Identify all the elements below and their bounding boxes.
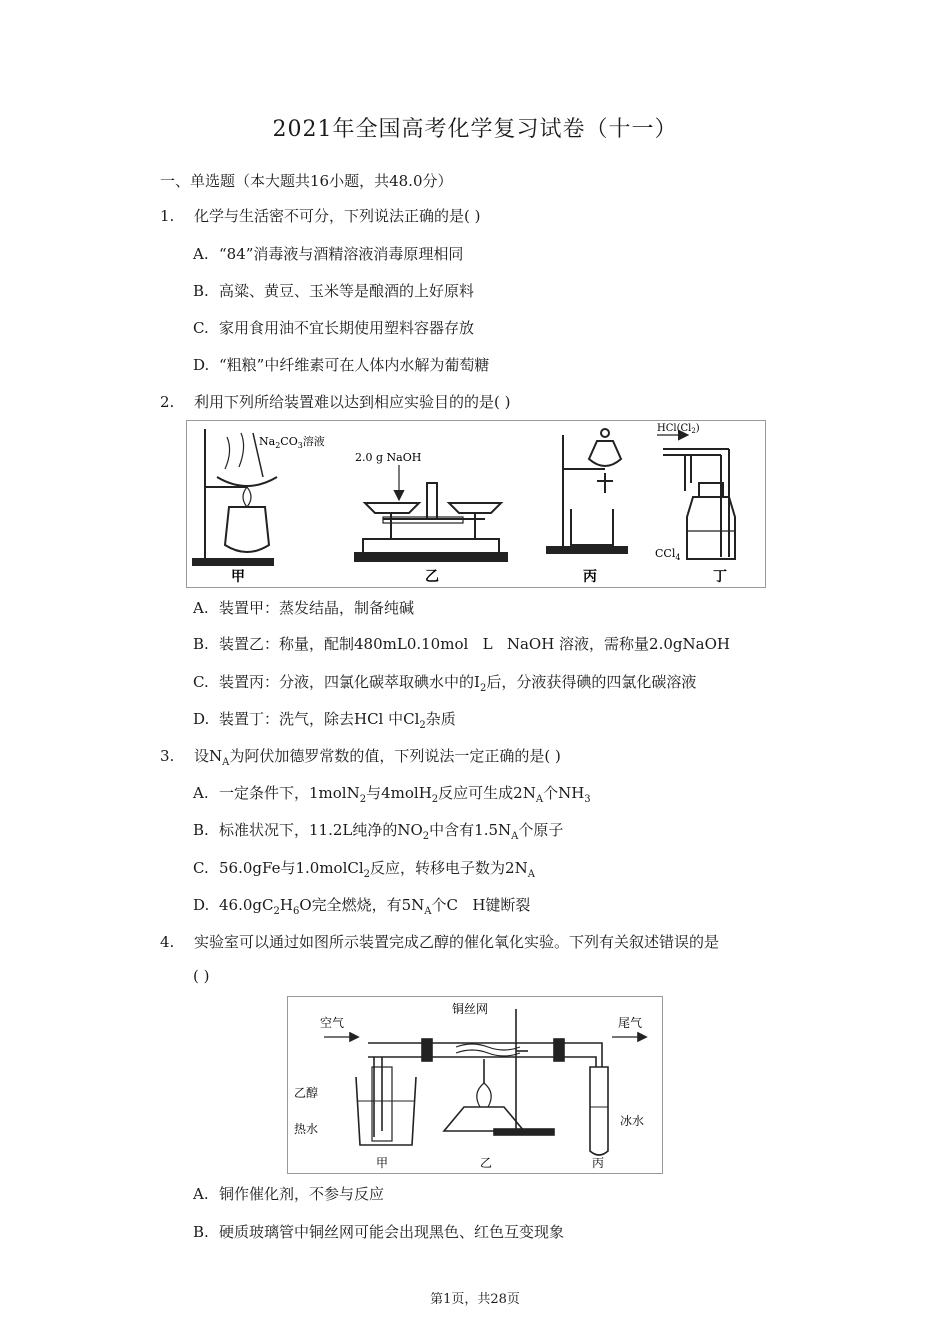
q3-option-a[interactable]: A. 一定条件下，1molN$_2$与4molH$_2$反应可生成$2N_A$个$NH_3$ bbox=[193, 784, 591, 805]
caption-jia: 甲 bbox=[376, 1156, 389, 1170]
caption-yi: 乙 bbox=[425, 569, 439, 585]
q2-apparatus-figure bbox=[186, 420, 766, 588]
q2-option-b[interactable]: B. 装置乙：称量，配制480mL0.10mol L NaOH 溶液，需称量2.0gNaOH bbox=[193, 635, 730, 653]
label-ethanol: 乙醇 bbox=[294, 1086, 319, 1100]
q1-option-a[interactable]: A. “84”消毒液与酒精溶液消毒原理相同 bbox=[193, 245, 464, 263]
label-hcl: $HCl(Cl_2)$ bbox=[657, 423, 700, 435]
question-number: 3. bbox=[160, 747, 175, 765]
caption-bing: 丙 bbox=[592, 1156, 605, 1170]
section-heading: 一、单选题（本大题共16小题，共48.0分） bbox=[160, 172, 453, 190]
q2-apparatus-drawing bbox=[187, 421, 765, 587]
label-ice-water: 冰水 bbox=[620, 1114, 645, 1128]
label-ccl4: CCl$_4$ bbox=[655, 547, 681, 562]
q2-option-a[interactable]: A. 装置甲：蒸发结晶，制备纯碱 bbox=[193, 599, 415, 617]
question-number: 1. bbox=[160, 207, 175, 225]
q2-option-c[interactable]: C. 装置丙：分液，四氯化碳萃取碘水中的$I_2$后，分液获得碘的四氯化碳溶液 bbox=[193, 673, 697, 694]
label-air: 空气 bbox=[320, 1016, 345, 1030]
q3-option-c[interactable]: C. 56.0gFe与1.0molCl$_2$反应，转移电子数为$2N_A$ bbox=[193, 859, 535, 880]
label-exhaust: 尾气 bbox=[618, 1016, 643, 1030]
label-naoh: 2.0 g NaOH bbox=[355, 451, 422, 464]
question-2 bbox=[160, 391, 510, 412]
q1-option-d[interactable]: D. “粗粮”中纤维素可在人体内水解为葡萄糖 bbox=[193, 356, 490, 374]
question-4-paren: ( ) bbox=[193, 967, 210, 985]
q4-apparatus-figure bbox=[287, 996, 663, 1174]
q3-option-d[interactable]: D. $46.0gC_2H_6O$完全燃烧，有$5N_A$个C H键断裂 bbox=[193, 896, 531, 917]
question-number: 4. bbox=[160, 933, 175, 951]
q4-option-b[interactable]: B. 硬质玻璃管中铜丝网可能会出现黑色、红色互变现象 bbox=[193, 1223, 565, 1241]
caption-yi: 乙 bbox=[480, 1156, 493, 1170]
caption-bing: 丙 bbox=[583, 569, 597, 585]
question-stem: 实验室可以通过如图所示装置完成乙醇的催化氧化实验。下列有关叙述错误的是 bbox=[194, 933, 720, 951]
q2-option-d[interactable]: D. 装置丁：洗气，除去HCl 中$Cl_2$杂质 bbox=[193, 710, 456, 731]
caption-ding: 丁 bbox=[713, 569, 727, 585]
label-hot-water: 热水 bbox=[294, 1122, 319, 1136]
q4-option-a[interactable]: A. 铜作催化剂，不参与反应 bbox=[193, 1185, 385, 1203]
page-footer: 第1页，共28页 bbox=[430, 1292, 520, 1307]
label-na2co3: $Na_2CO_3$溶液 bbox=[259, 435, 325, 450]
label-copper-mesh: 铜丝网 bbox=[452, 1002, 489, 1016]
q1-option-b[interactable]: B. 高粱、黄豆、玉米等是酿酒的上好原料 bbox=[193, 282, 475, 300]
q4-apparatus-drawing bbox=[288, 997, 662, 1173]
question-number: 2. bbox=[160, 393, 175, 411]
page-title: 2021年全国高考化学复习试卷（十一） bbox=[272, 117, 678, 142]
question-1 bbox=[160, 205, 480, 226]
question-3: 3. 设$N_A$为阿伏加德罗常数的值，下列说法一定正确的是( ) bbox=[160, 747, 561, 768]
q3-option-b[interactable]: B. 标准状况下，11.2L纯净的$NO_2$中含有$1.5N_A$个原子 bbox=[193, 821, 564, 842]
q1-option-c[interactable]: C. 家用食用油不宜长期使用塑料容器存放 bbox=[193, 319, 475, 337]
caption-jia: 甲 bbox=[231, 569, 245, 585]
question-4 bbox=[160, 931, 719, 952]
question-stem: 化学与生活密不可分，下列说法正确的是( ) bbox=[194, 207, 481, 225]
question-stem: 利用下列所给装置难以达到相应实验目的的是( ) bbox=[194, 393, 511, 411]
